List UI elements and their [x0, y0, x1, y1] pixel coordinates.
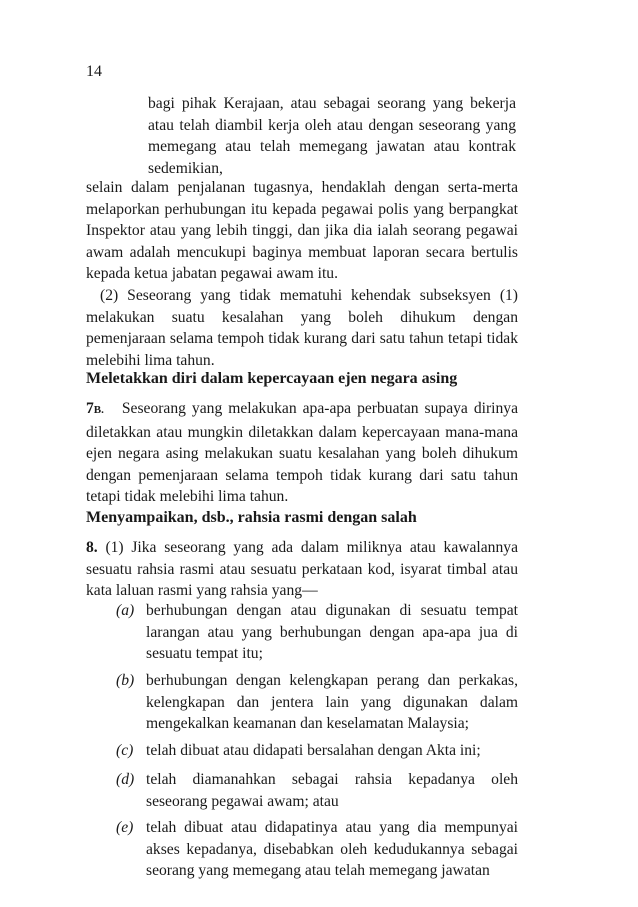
list-item-e: [116, 817, 518, 882]
list-item-label: (b): [116, 672, 135, 689]
subsection-2: (2) Seseorang yang tidak mematuhi kehendak subseksyen (1) melakukan suatu kesalahan yang boleh dihukum dengan pemenjaraan selama tempoh tidak kurang dari satu tahun tetapi tidak melebihi lima tahun.: [86, 287, 518, 369]
section-7b: [86, 398, 518, 508]
list-item-label: (e): [116, 819, 134, 836]
list-item-text: telah diamanahkan sebagai rahsia kepadanya oleh seseorang pegawai awam; atau: [146, 771, 518, 810]
section-8-text: (1) Jika seseorang yang ada dalam miliknya atau kawalannya sesuatu rahsia rasmi atau sesuatu perkataan kod, isyarat timbal atau kata laluan rasmi yang rahsia yang—: [86, 539, 518, 600]
paragraph-selain: selain dalam penjalanan tugasnya, hendaklah dengan serta-merta melaporkan perhubungan itu kepada pegawai polis yang berpangkat Inspektor atau yang lebih tinggi, dan jika dia ialah seorang pegawai awam adalah mencukupi baginya membuat laporan secara bertulis kepada ketua jabatan pegawai awam itu.: [86, 179, 518, 283]
list-item-text: berhubungan dengan kelengkapan perang dan perkakas, kelengkapan dan jentera lain yang digunakan dalam mengekalkan keamanan dan keselamatan Malaysia;: [146, 672, 518, 733]
heading-section-7b: Meletakkan diri dalam kepercayaan ejen negara asing: [86, 370, 458, 387]
page-number: 14: [86, 63, 102, 80]
list-item-a: [116, 600, 518, 665]
section-7b-text: Seseorang yang melakukan apa-apa perbuatan supaya dirinya diletakkan atau mungkin diletakkan dalam kepercayaan mana-mana ejen negara asing melakukan suatu kesalahan yang boleh dihukum dengan pemenjaraan selama tempoh tidak kurang dari satu tahun tetapi tidak melebihi lima tahun.: [86, 400, 519, 506]
list-item-d: [116, 769, 518, 812]
section-7b-number: 7B.: [86, 400, 104, 417]
intro-block: bagi pihak Kerajaan, atau sebagai seorang yang bekerja atau telah diambil kerja oleh atau dengan seseorang yang memegang atau telah memegang jawatan atau kontrak sedemikian,: [148, 95, 516, 177]
list-item-b: [116, 670, 518, 735]
list-item-text: berhubungan dengan atau digunakan di sesuatu tempat larangan atau yang berhubungan dengan apa-apa jua di sesuatu tempat itu;: [146, 602, 518, 663]
list-item-label: (c): [116, 742, 134, 759]
list-item-label: (d): [116, 771, 135, 788]
section-8: [86, 537, 518, 602]
heading-section-8: Menyampaikan, dsb., rahsia rasmi dengan salah: [86, 509, 417, 526]
list-item-label: (a): [116, 602, 135, 619]
list-item-c: [116, 740, 518, 762]
list-item-text: telah dibuat atau didapatinya atau yang dia mempunyai akses kepadanya, disebabkan oleh kedudukannya sebagai seorang yang memegang atau telah memegang jawatan: [146, 819, 518, 880]
list-item-text: telah dibuat atau didapati bersalahan dengan Akta ini;: [146, 742, 481, 759]
section-8-number: 8.: [86, 539, 98, 556]
